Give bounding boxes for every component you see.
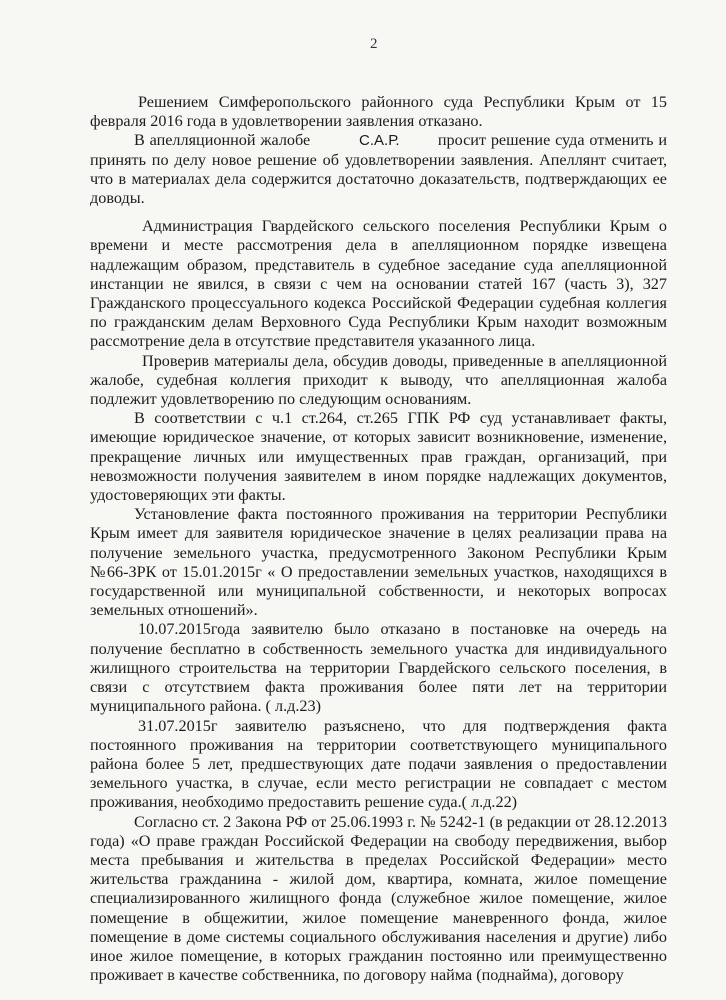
paragraph-law-basis: В соответствии с ч.1 ст.264, ст.265 ГПК РФ суд устанавливает факты, имеющие юридическое значение, от которых зависит возникновение, изменение, прекращение личных или имущественных прав граждан, организаций, при невозможности получения заявителем в ином порядке надлежащих документов, удостоверяющих эти факты. (90, 409, 667, 505)
paragraph-appeal (90, 131, 667, 208)
paragraph-clarification: 31.07.2015г заявителю разъяснено, что для подтверждения факта постоянного проживания на территории соответствующего муниципального района более 5 лет, предшествующих дате подачи заявления о предоставлении земельного участка, в случае, если место регистрации не совпадает с местом проживания, необходимо предоставить решение суда.( л.д.22) (90, 716, 667, 812)
paragraph-decision: Решением Симферопольского районного суда Республики Крым от 15 февраля 2016 года в удовлетворении заявления отказано. (90, 93, 667, 131)
page-number: 2 (370, 36, 378, 52)
appeal-body-text: просит решение суда отменить и принять по делу новое решение об удовлетворении заявления. Апеллянт считает, что в материалах дела содержится достаточно доказательств, подтверждающих ее доводы. (90, 131, 668, 208)
paragraph-administration: Администрация Гвардейского сельского поселения Республики Крым о времени и месте рассмотрения дела в апелляционном порядке извещена надлежащим образом, представитель в судебное заседание суда апелляционной инстанции не явился, в связи с чем на основании статей 167 (часть 3), 327 Гражданского процессуального кодекса Российской Федерации судебная коллегия по гражданским делам Верховного Суда Республики Крым находит возможным рассмотрение дела в отсутствие представителя указанного лица. (90, 217, 667, 351)
applicant-name: С.А.Р. (359, 132, 400, 150)
paragraph-refusal: 10.07.2015года заявителю было отказано в постановке на очередь на получение бесплатно в собственность земельного участка для индивидуального жилищного строительства на территории Гвардейского сельского поселения, в связи с отсутствием факта проживания более пяти лет на территории муниципального района. ( л.д.23) (90, 620, 667, 716)
document-body (90, 93, 667, 985)
paragraph-review: Проверив материалы дела, обсудив доводы, приведенные в апелляционной жалобе, судебная коллегия приходит к выводу, что апелляционная жалоба подлежит удовлетворению по следующим основаниям. (90, 351, 667, 409)
paragraph-residence-law: Согласно ст. 2 Закона РФ от 25.06.1993 г. № 5242-1 (в редакции от 28.12.2013 года) «О праве граждан Российской Федерации на свободу передвижения, выбор места пребывания и жительства в пределах Российской Федерации» место жительства гражданина - жилой дом, квартира, комната, жилое помещение специализированного жилищного фонда (служебное жилое помещение, жилое помещение в общежитии, жилое помещение маневренного фонда, жилое помещение в доме системы социального обслуживания населения и другие) либо иное жилое помещение, в которых гражданин постоянно или преимущественно проживает в качестве собственника, по договору найма (поднайма), договору (90, 812, 667, 985)
paragraph-residence-fact: Установление факта постоянного проживания на территории Республики Крым имеет для заявителя юридическое значение в целях реализации права на получение земельного участка, предусмотренного Законом Республики Крым №66-ЗРК от 15.01.2015г « О предоставлении земельных участков, находящихся в государственной или муниципальной собственности, и некоторых вопросах земельных отношений». (90, 505, 667, 620)
appeal-intro-text: В апелляционной жалобе (134, 131, 311, 150)
